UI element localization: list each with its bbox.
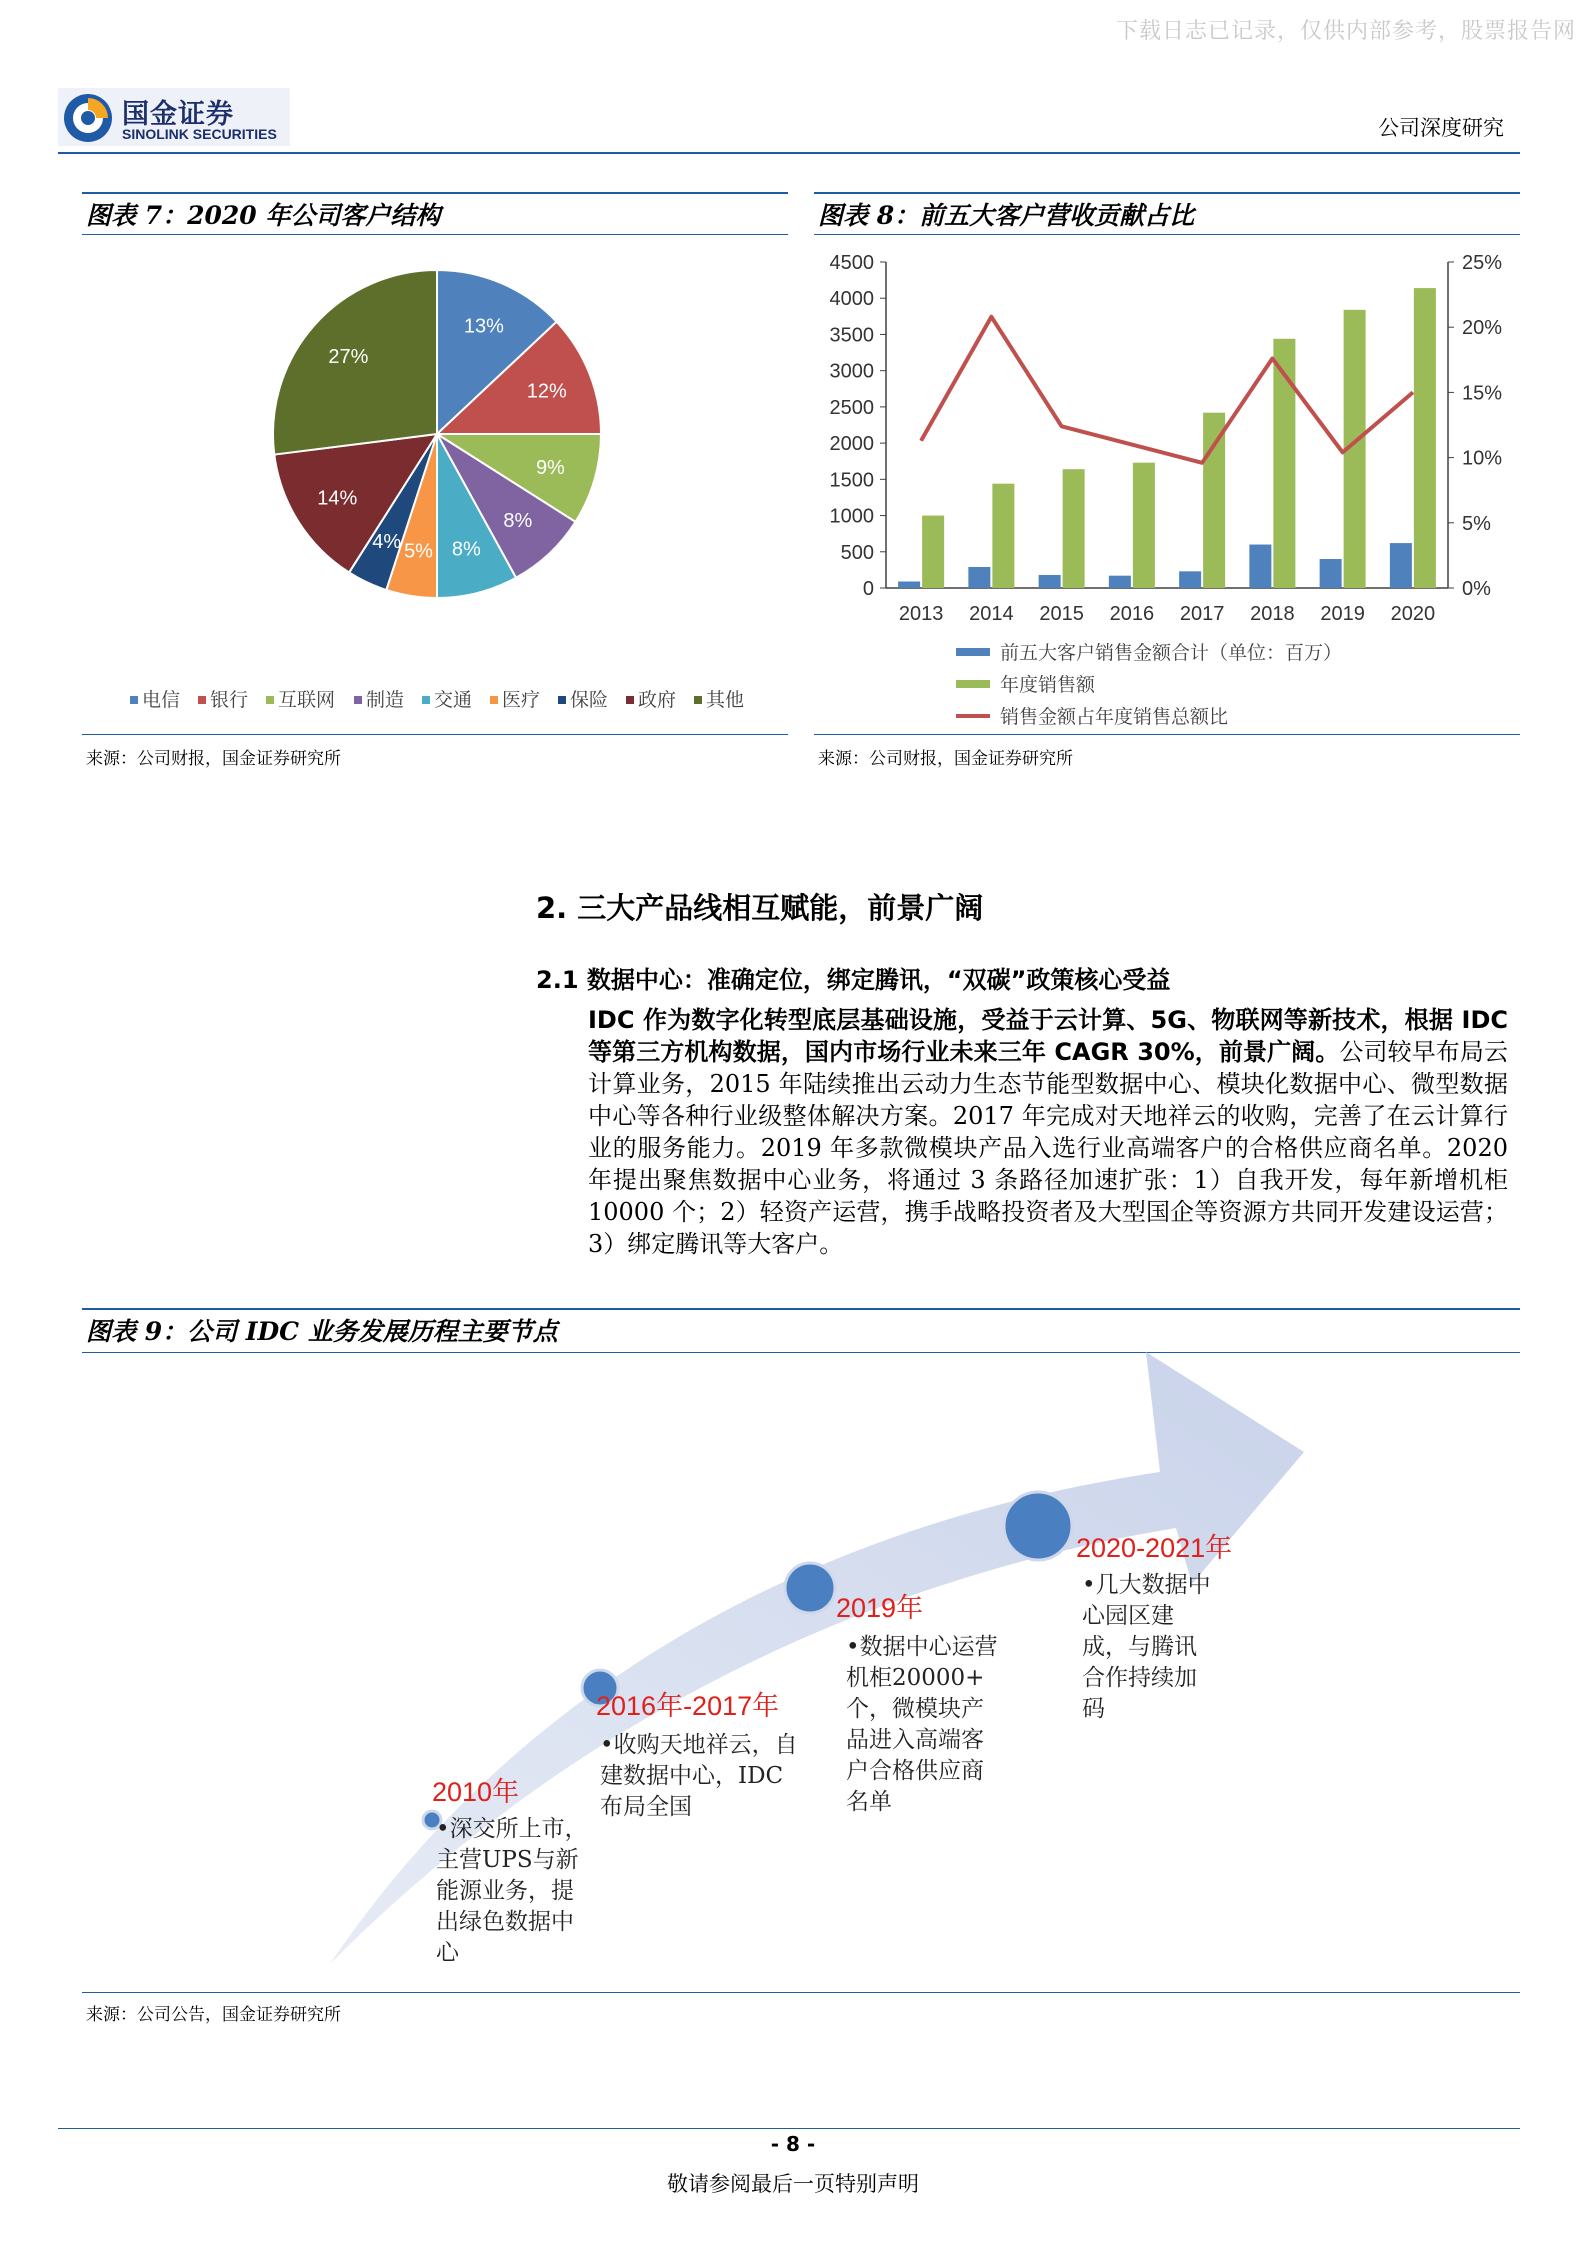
logo-chinese-name: 国金证券 bbox=[122, 99, 234, 130]
pie-legend-swatch bbox=[626, 696, 634, 704]
right-tick-label: 25% bbox=[1462, 252, 1503, 274]
milestone-dot-2020 bbox=[1004, 1492, 1072, 1560]
x-tick-label: 2016 bbox=[1109, 603, 1155, 625]
milestone-dot-2019 bbox=[785, 1563, 835, 1613]
milestone-2019-line: 个，微模块产 bbox=[846, 1696, 984, 1722]
milestone-desc-2020 bbox=[1082, 1570, 1211, 1725]
combo-legend-swatch bbox=[956, 648, 990, 656]
pie-legend-swatch bbox=[130, 696, 138, 704]
para-body: 公司较早布局云计算业务，2015 年陆续推出云动力生态节能型数据中心、模块化数据中心、微型数据中心等各种行业级整体解决方案。2017 年完成对天地祥云的收购，完善了在云计算行业的服务能力。2019 年多款微模块产品入选行业高端客户的合格供应商名单。2020 年提出聚焦数据中心业务，将通过 3 条路径加速扩张：1）自我开发，每年新增机柜 10000 个；2）轻资产运营，携手战略投资者及大型国企等资源方共同开发建设运营；3）绑定腾讯等大客户。 bbox=[588, 1038, 1509, 1258]
right-tick-label: 5% bbox=[1462, 512, 1491, 535]
milestone-year-2019: 2019年 bbox=[836, 1593, 924, 1623]
fig8-title: 图表 8：前五大客户营收贡献占比 bbox=[818, 201, 1195, 230]
pie-label-电信: 13% bbox=[463, 315, 504, 338]
fig9-source: 来源：公司公告，国金证券研究所 bbox=[86, 2005, 341, 2025]
milestone-year-2020: 2020-2021年 bbox=[1076, 1533, 1233, 1563]
pie-legend-swatch bbox=[422, 696, 430, 704]
disclaimer-note: 敬请参阅最后一页特别声明 bbox=[667, 2172, 919, 2196]
milestone-2010-line: 出绿色数据中 bbox=[436, 1909, 574, 1935]
milestone-2020-line: •几大数据中 bbox=[1082, 1572, 1211, 1598]
fig8-title-rule bbox=[814, 234, 1520, 235]
combo-legend-swatch bbox=[956, 680, 990, 688]
pie-legend-swatch bbox=[558, 696, 566, 704]
line-point-2017 bbox=[1202, 462, 1203, 463]
subsection-heading: 2.1 数据中心：准确定位，绑定腾讯，“双碳”政策核心受益 bbox=[536, 966, 1171, 994]
left-tick-label: 500 bbox=[840, 541, 874, 564]
bar-annual-2017 bbox=[1203, 413, 1225, 588]
footer-divider bbox=[58, 2128, 1520, 2129]
pie-legend-swatch bbox=[354, 696, 362, 704]
line-point-2015 bbox=[1061, 426, 1062, 427]
milestone-desc-2010 bbox=[436, 1814, 588, 1969]
combo-chart bbox=[814, 238, 1520, 734]
line-ratio bbox=[921, 317, 1413, 463]
x-tick-label: 2019 bbox=[1320, 603, 1365, 625]
fig7-title: 图表 7：2020 年公司客户结构 bbox=[86, 201, 441, 230]
line-point-2016 bbox=[1131, 444, 1132, 445]
combo-legend-label: 销售金额占年度销售总额比 bbox=[1000, 706, 1229, 728]
milestone-2010-line: 能源业务，提 bbox=[436, 1878, 574, 1904]
fig8-source: 来源：公司财报，国金证券研究所 bbox=[818, 749, 1073, 769]
left-tick-label: 1500 bbox=[829, 469, 874, 492]
pie-legend-swatch bbox=[490, 696, 498, 704]
x-tick-label: 2015 bbox=[1039, 603, 1084, 625]
x-tick-label: 2014 bbox=[969, 603, 1014, 625]
milestone-2019-line: 名单 bbox=[846, 1789, 892, 1815]
right-tick-label: 0% bbox=[1462, 578, 1491, 600]
left-tick-label: 3000 bbox=[829, 360, 874, 383]
right-tick-label: 20% bbox=[1462, 317, 1503, 340]
fig7-source: 来源：公司财报，国金证券研究所 bbox=[86, 749, 341, 769]
pie-legend-label: 其他 bbox=[706, 689, 745, 711]
bar-annual-2014 bbox=[992, 484, 1014, 588]
left-tick-label: 0 bbox=[862, 578, 874, 600]
pie-legend-label: 医疗 bbox=[502, 689, 541, 711]
pie-legend-label: 银行 bbox=[210, 689, 249, 711]
logo-english-name: SINOLINK SECURITIES bbox=[122, 126, 277, 142]
milestone-2019-line: 品进入高端客 bbox=[846, 1727, 984, 1753]
bar-top5-2018 bbox=[1249, 545, 1271, 588]
bar-annual-2016 bbox=[1133, 463, 1155, 588]
pie-legend-label: 政府 bbox=[638, 689, 677, 711]
line-point-2018 bbox=[1272, 358, 1273, 359]
section-heading: 2. 三大产品线相互赋能，前景广阔 bbox=[536, 891, 984, 925]
pie-label-制造: 8% bbox=[503, 510, 533, 533]
milestone-2010-line: 主营UPS与新 bbox=[436, 1847, 579, 1873]
fig7-top-rule bbox=[82, 192, 788, 194]
bar-annual-2015 bbox=[1063, 469, 1085, 588]
pie-label-其他: 27% bbox=[328, 345, 369, 368]
milestone-2016-line: •收购天地祥云，自 bbox=[600, 1732, 798, 1758]
para-bold-lead: IDC 作为数字化转型底层基础设施，受益于云计算、5G、物联网等新技术，根据 IDC 等第三方机构数据，国内市场行业未来三年 CAGR 30%，前景广阔。 bbox=[588, 1006, 1508, 1066]
pie-legend-label: 电信 bbox=[142, 689, 181, 711]
left-tick-label: 2000 bbox=[829, 433, 874, 456]
bar-top5-2014 bbox=[968, 567, 990, 588]
milestone-2010-line: 心 bbox=[436, 1940, 459, 1966]
x-tick-label: 2020 bbox=[1390, 603, 1436, 625]
fig9-top-rule bbox=[82, 1308, 1520, 1310]
pie-label-互联网: 9% bbox=[535, 456, 565, 479]
x-tick-label: 2013 bbox=[898, 603, 944, 625]
pie-label-医疗: 5% bbox=[404, 540, 433, 563]
milestone-2016-line: 布局全国 bbox=[600, 1794, 692, 1820]
bar-top5-2015 bbox=[1039, 575, 1061, 588]
pie-label-保险: 4% bbox=[372, 530, 402, 553]
milestone-year-2010: 2010年 bbox=[432, 1777, 520, 1807]
milestone-2020-line: 心园区建 bbox=[1082, 1603, 1174, 1629]
pie-legend-label: 交通 bbox=[434, 689, 473, 711]
fig9-bottom-rule bbox=[82, 1992, 1520, 1993]
pie-legend-swatch bbox=[198, 696, 206, 704]
combo-legend-label: 年度销售额 bbox=[1000, 674, 1096, 696]
milestone-2019-line: 户合格供应商 bbox=[846, 1758, 984, 1784]
milestone-2010-line: •深交所上市， bbox=[436, 1816, 588, 1842]
milestone-year-2016: 2016年-2017年 bbox=[596, 1691, 780, 1721]
line-point-2014 bbox=[991, 316, 992, 317]
fig7-bottom-rule bbox=[82, 734, 788, 735]
milestone-2020-line: 成，与腾讯 bbox=[1082, 1634, 1197, 1660]
combo-legend-label: 前五大客户销售金额合计（单位：百万） bbox=[1000, 642, 1343, 664]
bar-top5-2020 bbox=[1390, 543, 1412, 588]
fig9-title: 图表 9：公司 IDC 业务发展历程主要节点 bbox=[86, 1317, 558, 1346]
bar-top5-2016 bbox=[1109, 576, 1131, 588]
timeline-diagram bbox=[0, 1352, 1586, 1992]
left-tick-label: 4000 bbox=[829, 288, 874, 311]
line-point-2019 bbox=[1342, 452, 1343, 453]
line-point-2013 bbox=[921, 440, 922, 441]
bar-top5-2013 bbox=[898, 581, 920, 588]
pie-legend-label: 制造 bbox=[366, 689, 405, 711]
milestone-desc-2016 bbox=[600, 1730, 798, 1823]
left-tick-label: 3500 bbox=[829, 324, 874, 347]
pie-label-政府: 14% bbox=[317, 487, 358, 510]
watermark-text: 下载日志已记录，仅供内部参考，股票报告网 bbox=[1115, 19, 1576, 44]
pie-legend-label: 互联网 bbox=[278, 689, 336, 711]
header-divider bbox=[58, 152, 1520, 154]
line-point-2020 bbox=[1412, 392, 1413, 393]
milestone-desc-2019 bbox=[846, 1632, 998, 1818]
right-tick-label: 15% bbox=[1462, 382, 1503, 405]
bar-top5-2017 bbox=[1179, 571, 1201, 588]
milestone-2016-line: 建数据中心，IDC bbox=[600, 1763, 784, 1789]
fig7-title-rule bbox=[82, 234, 788, 235]
milestone-2019-line: •数据中心运营 bbox=[846, 1634, 998, 1660]
report-type-label: 公司深度研究 bbox=[1378, 116, 1504, 140]
page-number: - 8 - bbox=[770, 2132, 816, 2156]
body-paragraph bbox=[588, 1004, 1508, 1260]
pie-legend-swatch bbox=[266, 696, 274, 704]
left-tick-label: 4500 bbox=[829, 252, 874, 274]
fig8-top-rule bbox=[814, 192, 1520, 194]
milestone-2020-line: 合作持续加 bbox=[1082, 1665, 1197, 1691]
bar-annual-2020 bbox=[1414, 288, 1436, 588]
right-tick-label: 10% bbox=[1462, 447, 1503, 470]
left-tick-label: 1000 bbox=[829, 505, 874, 528]
pie-legend-label: 保险 bbox=[570, 689, 609, 711]
pie-label-交通: 8% bbox=[451, 538, 481, 561]
bar-top5-2019 bbox=[1320, 559, 1342, 588]
fig8-bottom-rule bbox=[814, 734, 1520, 735]
pie-legend-swatch bbox=[694, 696, 702, 704]
bar-annual-2013 bbox=[922, 516, 944, 588]
milestone-2020-line: 码 bbox=[1082, 1696, 1105, 1722]
company-logo-icon bbox=[62, 92, 114, 144]
x-tick-label: 2017 bbox=[1179, 603, 1225, 625]
left-tick-label: 2500 bbox=[829, 396, 874, 419]
pie-chart bbox=[82, 238, 788, 728]
x-tick-label: 2018 bbox=[1250, 603, 1295, 625]
pie-label-银行: 12% bbox=[526, 380, 567, 403]
milestone-2019-line: 机柜20000+ bbox=[846, 1665, 985, 1691]
